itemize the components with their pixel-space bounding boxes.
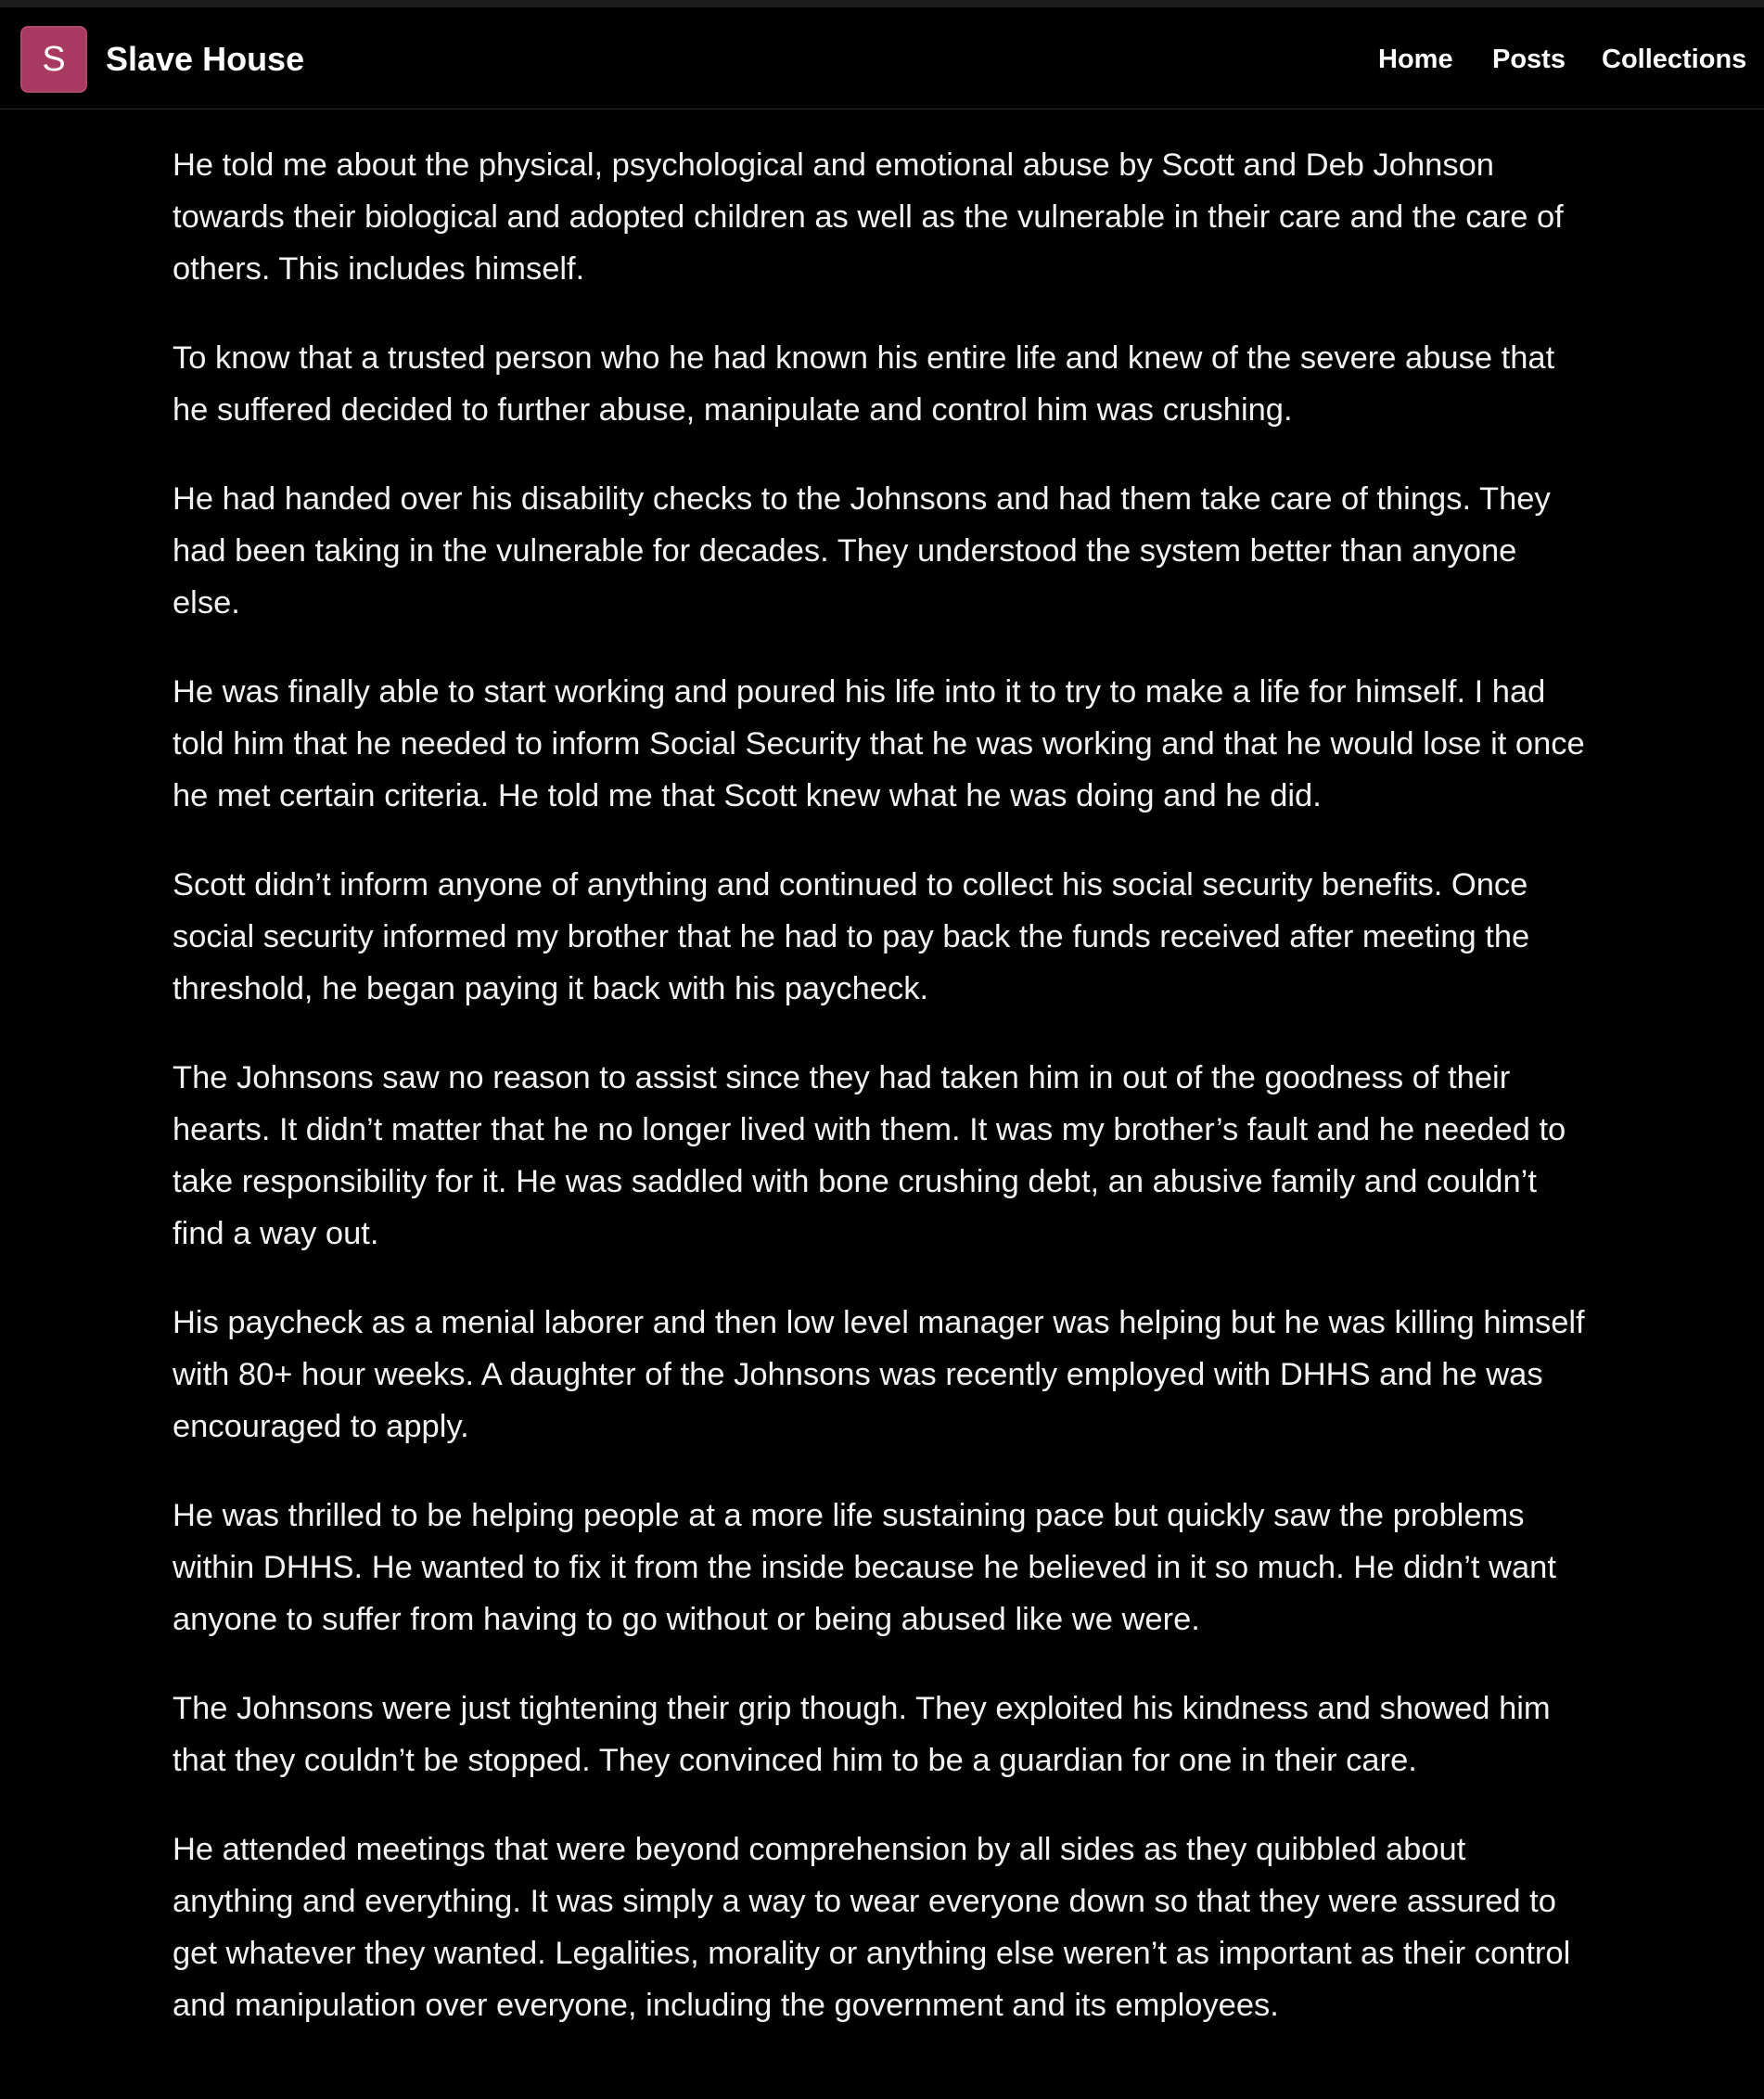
nav-home-link[interactable]: Home — [1378, 45, 1453, 74]
nav-posts-link[interactable]: Posts — [1492, 45, 1566, 74]
article-paragraph: He was thrilled to be helping people at a more life sustaining pace but quickly saw the problems within DHHS. He wanted to fix it from the inside because he believed in it so much. He didn’t want anyone to suffer from having to go without or being abused like we were. — [173, 1498, 1556, 1637]
article-paragraph: Scott didn’t inform anyone of anything and continued to collect his social security benefits. Once social security informed my brother that he had to pay back the funds received after meeting the threshold, he began paying it back with his paycheck. — [173, 867, 1530, 1006]
nav-collections-link[interactable]: Collections — [1602, 45, 1747, 74]
article-paragraph: The Johnsons saw no reason to assist since they had taken him in out of the goodness of their hearts. It didn’t matter that he no longer lived with them. It was my brother’s fault and he needed to take responsibility for it. He was saddled with bone crushing debt, an abusive family and couldn’t find a way out. — [173, 1060, 1566, 1251]
browser-top-strip — [0, 0, 1764, 7]
article-paragraph: He was finally able to start working and poured his life into it to try to make a life for himself. I had told him that he needed to inform Social Security that he was working and that he would lose it once he met certain criteria. He told me that Scott knew what he was doing and he did. — [173, 674, 1585, 813]
article-paragraph: His paycheck as a menial laborer and then low level manager was helping but he was killing himself with 80+ hour weeks. A daughter of the Johnsons was recently employed with DHHS and he was encouraged to apply. — [173, 1305, 1585, 1444]
site-logo[interactable] — [20, 26, 87, 93]
article-paragraph: He attended meetings that were beyond comprehension by all sides as they quibbled about anything and everything. It was simply a way to wear everyone down so that they were assured to get whatever they wanted. Legalities, morality or anything else weren’t as important as their control and manipulation over everyone, including the government and its employees. — [173, 1832, 1571, 2023]
article-paragraph: To know that a trusted person who he had known his entire life and knew of the severe abuse that he suffered decided to further abuse, manipulate and control him was crushing. — [173, 340, 1555, 428]
logo-letter: S — [42, 39, 66, 79]
article-paragraph: The Johnsons were just tightening their grip though. They exploited his kindness and showed him that they couldn’t be stopped. They convinced him to be a guardian for one in their care. — [173, 1691, 1551, 1778]
site-header — [0, 7, 1764, 109]
article-paragraph: He told me about the physical, psychological and emotional abuse by Scott and Deb Johnson towards their biological and adopted children as well as the vulnerable in their care and the care of others. This includes himself. — [173, 147, 1564, 287]
article-body — [173, 139, 1591, 2068]
article-paragraph: He had handed over his disability checks to the Johnsons and had them take care of things. They had been taking in the vulnerable for decades. They understood the system better than anyone else. — [173, 481, 1551, 621]
site-title[interactable]: Slave House — [106, 40, 305, 78]
